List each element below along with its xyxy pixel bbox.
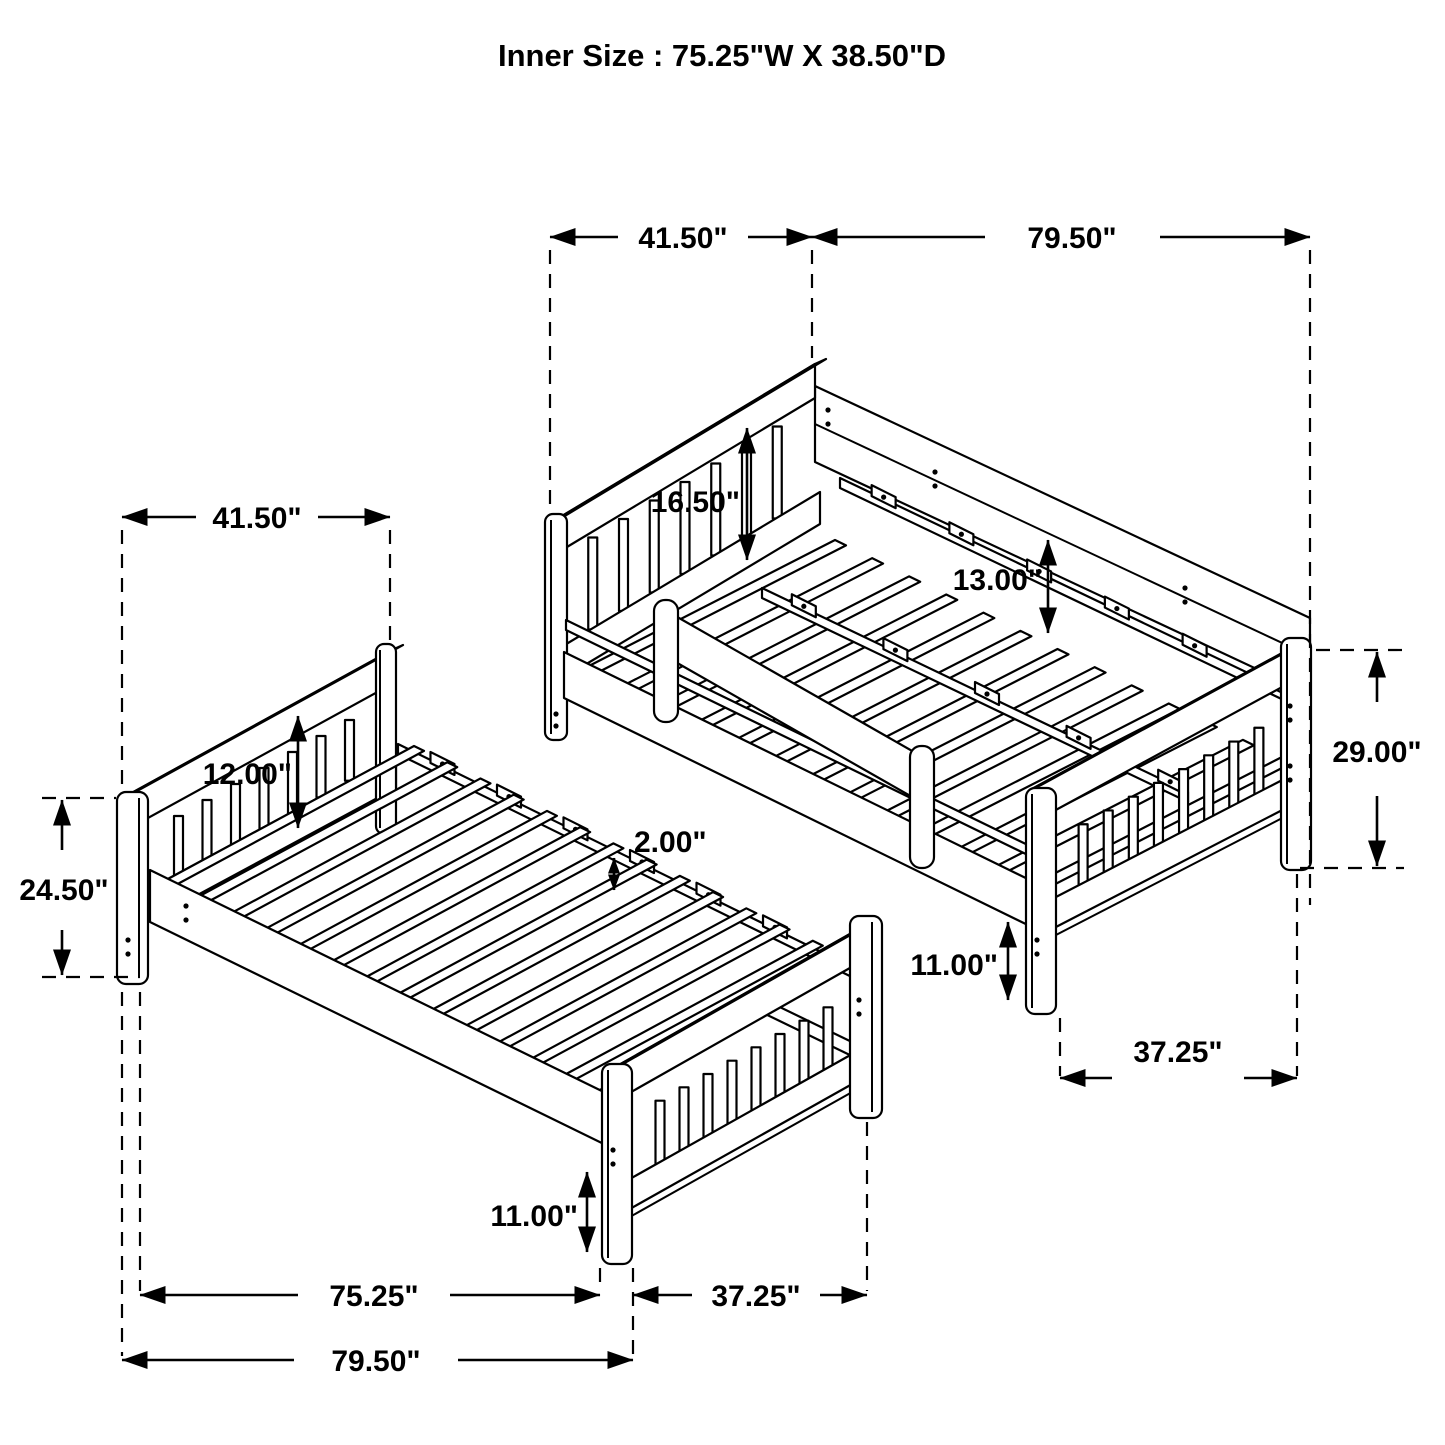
line-art-shape: [1034, 937, 1039, 942]
line-art-shape: [1281, 638, 1311, 870]
line-art-shape: [1192, 643, 1197, 648]
line-art-shape: [856, 997, 861, 1002]
dim-label-upper-side-rail-height: 13.00": [952, 564, 1042, 597]
dim-label-upper-length: 79.50": [1027, 222, 1117, 255]
dim-label-lower-headboard-panel-height: 12.00": [202, 758, 292, 791]
line-art-shape: [1076, 735, 1081, 740]
line-art-shape: [932, 469, 937, 474]
dim-label-lower-inner-length: 75.25": [329, 1280, 419, 1313]
line-art-shape: [856, 1011, 861, 1016]
line-art-shape: [825, 407, 830, 412]
dim-label-lower-headboard-width: 41.50": [212, 502, 302, 535]
line-art-shape: [773, 427, 782, 519]
line-art-shape: [125, 937, 130, 942]
line-art-shape: [1287, 703, 1292, 708]
line-art-shape: [553, 723, 558, 728]
dim-label-upper-leg-height: 11.00": [910, 949, 998, 982]
line-art-shape: [1026, 788, 1056, 1014]
dim-label-upper-headboard-panel-height: 16.50": [650, 486, 740, 519]
line-art-shape: [1034, 951, 1039, 956]
line-art-shape: [1287, 777, 1292, 782]
line-art-shape: [1287, 763, 1292, 768]
line-art-shape: [959, 532, 964, 537]
line-art-shape: [231, 784, 240, 848]
line-art-shape: [610, 1161, 615, 1166]
line-art-shape: [1287, 717, 1292, 722]
line-art-shape: [850, 916, 882, 1118]
line-art-shape: [553, 711, 558, 716]
line-art-shape: [932, 483, 937, 488]
line-art-shape: [1114, 606, 1119, 611]
line-art-shape: [1168, 779, 1173, 784]
line-art-shape: [545, 514, 567, 740]
dim-label-lower-footboard-width: 37.25": [711, 1280, 801, 1313]
line-art-shape: [117, 792, 148, 984]
line-art-shape: [654, 600, 678, 722]
line-art-shape: [910, 746, 934, 868]
line-art-shape: [588, 538, 597, 630]
dim-label-upper-footboard-width: 37.25": [1133, 1036, 1223, 1069]
line-art-shape: [893, 648, 898, 653]
dim-label-upper-headboard-width: 41.50": [638, 222, 728, 255]
dim-label-lower-headboard-height: 24.50": [19, 874, 109, 907]
line-art-shape: [801, 604, 806, 609]
line-art-shape: [1182, 599, 1187, 604]
line-art-shape: [183, 903, 188, 908]
line-art-shape: [125, 951, 130, 956]
line-art-shape: [183, 917, 188, 922]
line-art-shape: [1182, 585, 1187, 590]
line-art-shape: [881, 495, 886, 500]
dim-label-lower-leg-height: 11.00": [490, 1200, 578, 1233]
line-art-shape: [317, 736, 326, 798]
line-art-shape: [203, 800, 212, 865]
line-art-shape: [610, 1147, 615, 1152]
line-art-shape: [602, 1064, 632, 1264]
page-title: Inner Size : 75.25"W X 38.50"D: [497, 38, 947, 73]
dim-label-lower-overall-length: 79.50": [331, 1345, 421, 1378]
dim-label-lower-slat-rail-thickness: 2.00": [634, 826, 707, 859]
line-art-shape: [984, 691, 989, 696]
dim-label-upper-footboard-height: 29.00": [1332, 736, 1422, 769]
line-art-shape: [619, 519, 628, 611]
line-art-shape: [825, 421, 830, 426]
line-art-shape: [345, 720, 354, 781]
